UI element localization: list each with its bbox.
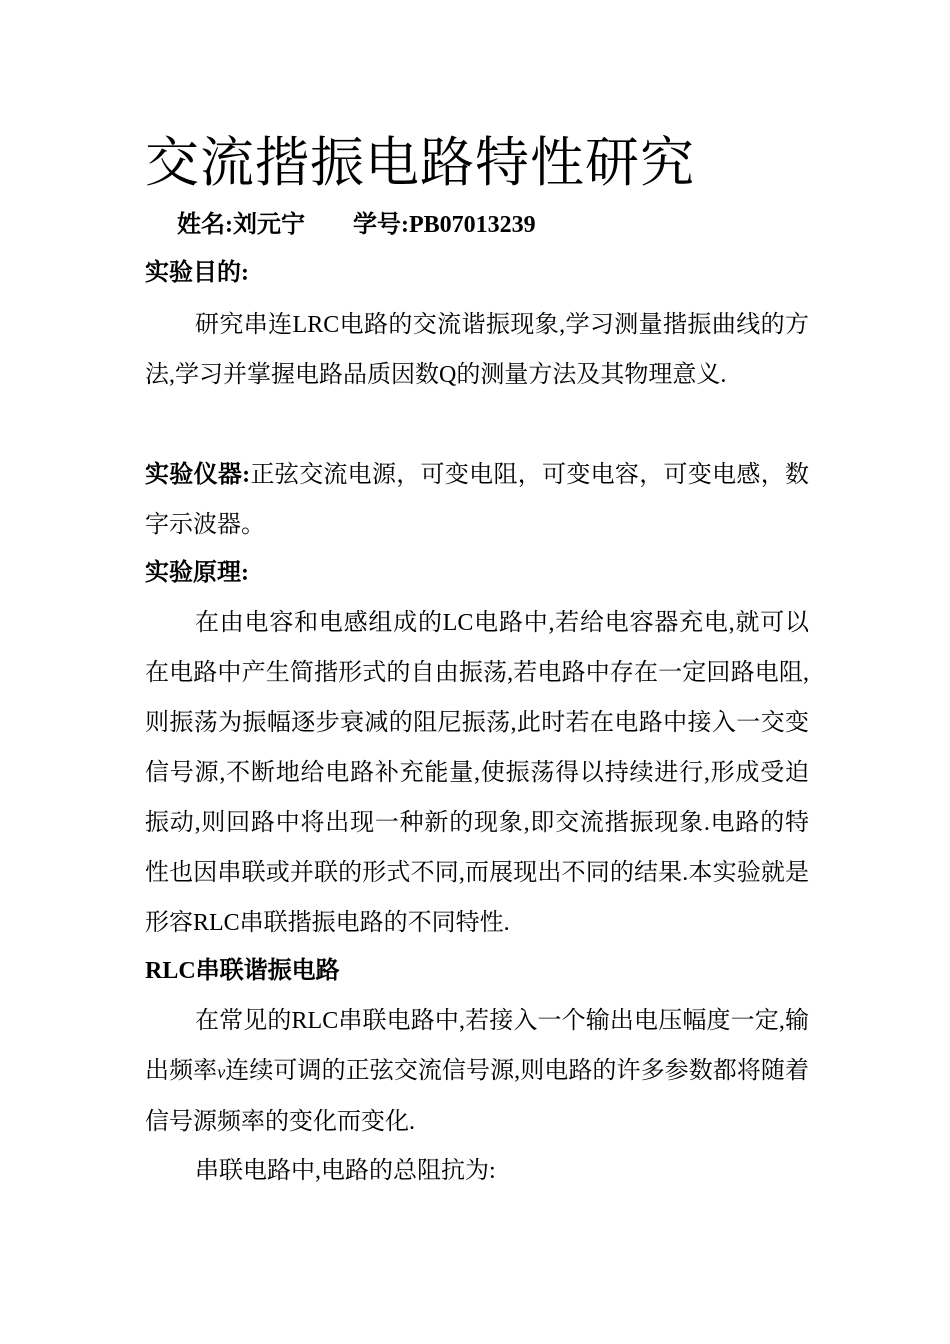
- rlc-paragraph: [145, 996, 809, 1147]
- document-title: 交流揩振电路特性研究: [145, 133, 695, 193]
- student-id-label: 学号:: [353, 212, 409, 238]
- instruments-text: 正弦交流电源，可变电阻，可变电容，可变电感，数字示波器。: [145, 462, 810, 538]
- frequency-symbol: ν: [217, 1062, 226, 1082]
- principle-paragraph: 在由电容和电感组成的LC电路中,若给电容器充电,就可以在电路中产生简揩形式的自由振荡,若电路中存在一定回路电阻,则振荡为振幅逐步衰减的阻尼振荡,此时若在电路中接入一交变信号源,不断地给电路补充能量,使振荡得以持续进行,形成受迫振动,则回路中将出现一种新的现象,即交流揩振现象.电路的特性也因串联或并联的形式不同,而展现出不同的结果.本实验就是形容RLC串联揩振电路的不同特性.: [145, 610, 809, 936]
- purpose-paragraph: 研究串连LRC电路的交流谐振现象,学习测量揩振曲线的方法,学习并掌握电路品质因数Q的测量方法及其物理意义.: [145, 312, 809, 388]
- instruments-heading: 实验仪器:: [145, 462, 251, 488]
- rlc-text-after: 连续可调的正弦交流信号源,则电路的许多参数都将随着信号源频率的变化而变化.: [145, 1058, 810, 1135]
- name-label: 姓名:: [177, 212, 233, 238]
- rlc-heading: RLC串联谐振电路: [145, 958, 340, 984]
- student-id: PB07013239: [409, 212, 536, 238]
- author-line: [177, 207, 536, 243]
- rlc-text-before: 在常见的RLC串联电路中,若接入一个输出电压幅度一定,输出频率: [145, 1008, 809, 1084]
- principle-heading: 实验原理:: [145, 560, 249, 586]
- purpose-heading: 实验目的:: [145, 260, 249, 286]
- student-name: 刘元宁: [233, 212, 305, 238]
- instruments-paragraph: [145, 450, 809, 550]
- impedance-paragraph: 串联电路中,电路的总阻抗为:: [195, 1158, 496, 1184]
